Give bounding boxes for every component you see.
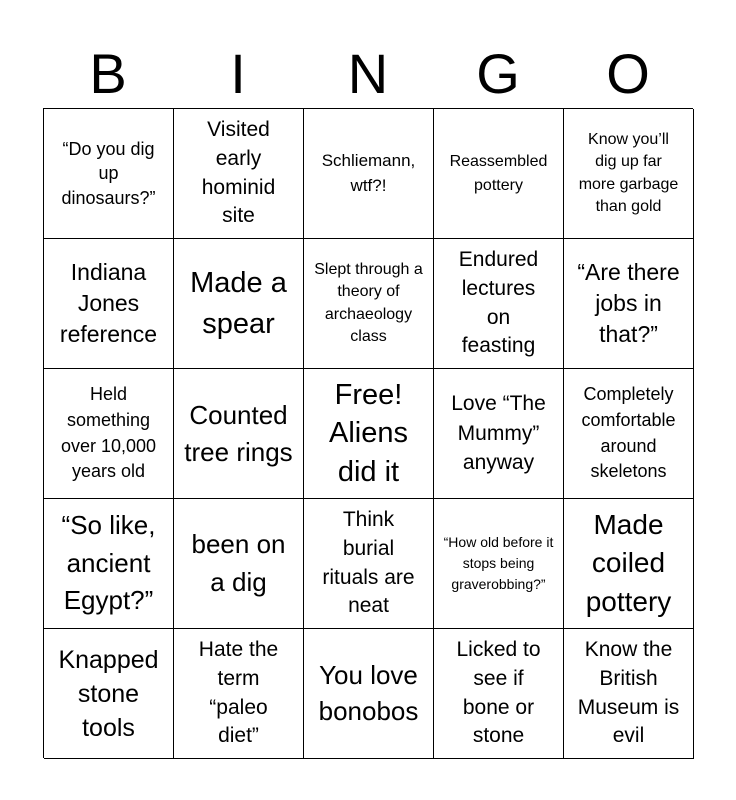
cell-text: Indiana Jones reference [59,258,158,348]
bingo-cell-r3-c3[interactable] [304,369,434,499]
bingo-cell-r4-c3[interactable] [304,499,434,629]
bingo-cell-r4-c2[interactable] [174,499,304,629]
bingo-cell-r3-c4[interactable] [434,369,564,499]
header-letter-g: G [476,42,520,105]
cell-text: “How old before it stops being graverobbing?” [443,534,554,592]
cell-text: Love “The Mummy” anyway [451,392,546,475]
cell-text: “Do you dig up dinosaurs?” [61,139,156,208]
bingo-cell-r1-c4[interactable] [434,109,564,239]
cell-text: Hate the term “paleo diet” [198,637,279,748]
cell-text: You love bonobos [318,659,419,726]
header-letter-b: B [89,42,127,105]
cell-text: “Are there jobs in that?” [577,258,680,348]
bingo-cell-r2-c4[interactable] [434,239,564,369]
bingo-cell-r1-c1[interactable] [44,109,174,239]
bingo-cell-r4-c5[interactable] [564,499,694,629]
bingo-header [43,40,693,108]
cell-text: been on a dig [191,528,286,597]
bingo-cell-r5-c2[interactable] [174,629,304,759]
cell-text: Made coiled pottery [585,508,672,617]
cell-text: Counted tree rings [184,400,293,467]
cell-text: Made a spear [190,266,287,340]
header-letter-i: I [230,42,246,105]
cell-text: Free! Aliens did it [329,378,408,488]
bingo-cell-r2-c3[interactable] [304,239,434,369]
cell-text: Knapped stone tools [58,645,159,742]
bingo-cell-r1-c2[interactable] [174,109,304,239]
bingo-cell-r1-c5[interactable] [564,109,694,239]
cell-text: Know you’ll dig up far more garbage than gold [578,131,679,215]
bingo-cell-r2-c1[interactable] [44,239,174,369]
cell-text: “So like, ancient Egypt?” [61,509,156,616]
bingo-cell-r4-c1[interactable] [44,499,174,629]
cell-text: Know the British Museum is evil [577,637,680,748]
bingo-cell-r1-c3[interactable] [304,109,434,239]
header-letter-o: O [606,42,650,105]
bingo-cell-r4-c4[interactable] [434,499,564,629]
cell-text: Schliemann, wtf?! [321,151,416,195]
cell-text: Visited early hominid site [201,118,276,228]
bingo-cell-r3-c5[interactable] [564,369,694,499]
header-letter-n: N [347,42,389,105]
cell-text: Slept through a theory of archaeology class [314,260,423,345]
bingo-cell-r5-c1[interactable] [44,629,174,759]
cell-text: Licked to see if bone or stone [456,637,541,748]
bingo-cell-r3-c1[interactable] [44,369,174,499]
cell-text: Held something over 10,000 years old [60,384,157,482]
bingo-cell-r5-c5[interactable] [564,629,694,759]
bingo-board [43,108,693,758]
cell-text: Endured lectures on feasting [458,247,539,358]
cell-text: Reassembled pottery [449,153,548,194]
bingo-cell-r5-c3[interactable] [304,629,434,759]
bingo-cell-r5-c4[interactable] [434,629,564,759]
bingo-cell-r2-c5[interactable] [564,239,694,369]
bingo-cell-r3-c2[interactable] [174,369,304,499]
cell-text: Completely comfortable around skeletons [581,384,676,482]
cell-text: Think burial rituals are neat [322,507,415,618]
bingo-cell-r2-c2[interactable] [174,239,304,369]
